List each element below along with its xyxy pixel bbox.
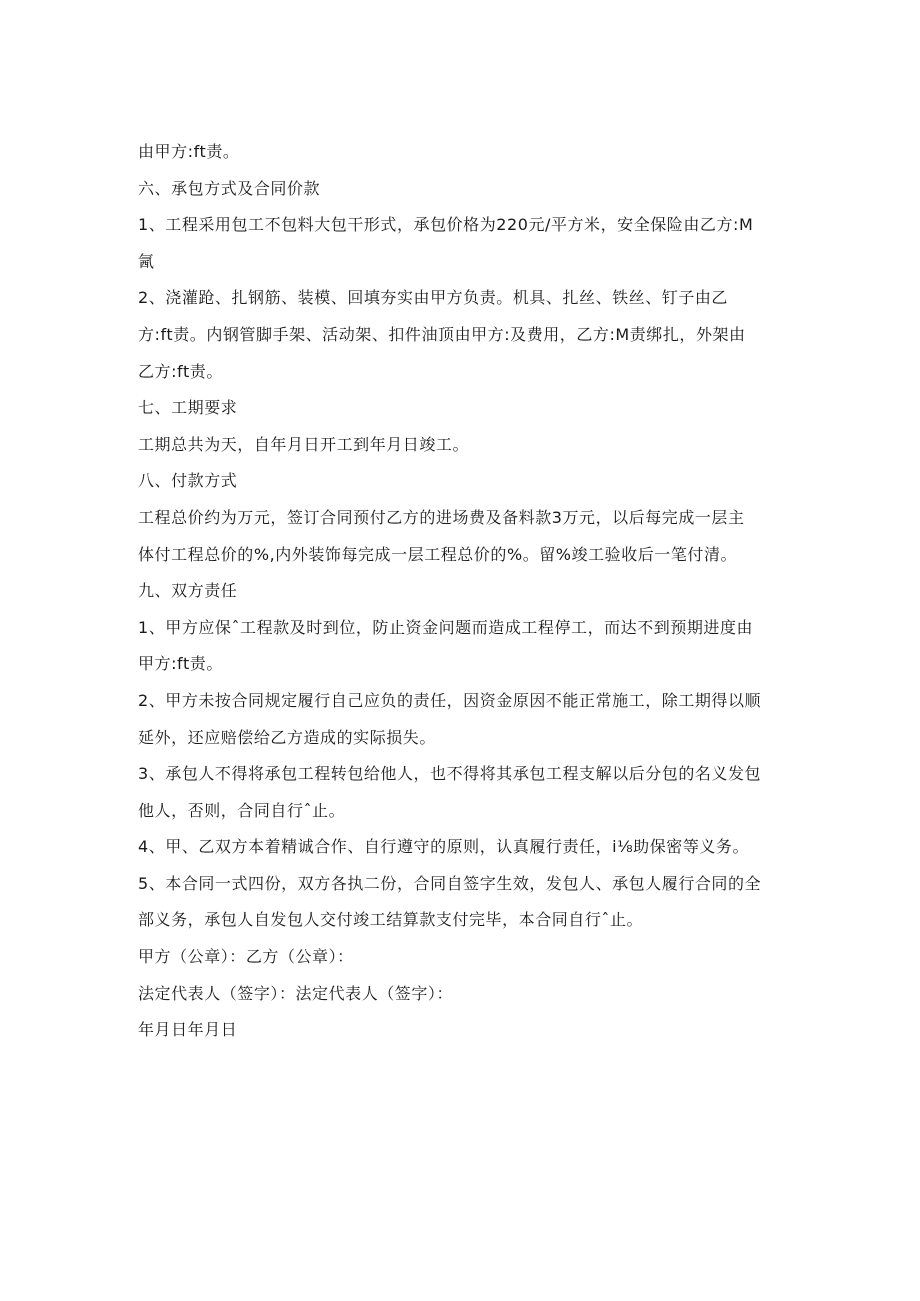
text-line: 乙方:ft责。	[138, 361, 223, 381]
text-line: 1、甲方应保ˆ工程款及时到位，防止资金问题而造成工程停工，而达不到预期进度由	[138, 617, 754, 637]
text-line: 4、甲、乙双方本着精诚合作、自行遵守的原则，认真履行责任，i⅛助保密等义务。	[138, 837, 750, 857]
text-line: 3、承包人不得将承包工程转包给他人，也不得将其承包工程支解以后分包的名义发包	[138, 764, 762, 784]
text-line: 体付工程总价的%,内外装饰每完成一层工程总价的%。留%竣工验收后一笔付清。	[138, 544, 738, 564]
text-line: 方:ft责。内钢管脚手架、活动架、扣件油顶由甲方:及费用，乙方:M责绑扎，外架由	[138, 324, 746, 344]
text-line: 氥	[138, 251, 155, 271]
text-line: 由甲方:ft责。	[138, 142, 240, 161]
text-line: 5、本合同一式四份，双方各执二份，合同自签字生效，发包人、承包人履行合同的全	[138, 873, 762, 893]
signature-seal-line: 甲方（公章）：乙方（公章）：	[138, 947, 354, 967]
text-line: 工程总价约为万元，签订合同预付乙方的进场费及备料款3万元，以后每完成一层主	[138, 507, 745, 527]
document-body	[138, 134, 788, 1049]
section-heading-contract-method: 六、承包方式及合同价款	[138, 178, 321, 198]
text-line: 2、甲方未按合同规定履行自己应负的责任，因资金原因不能正常施工，除工期得以顺	[138, 690, 762, 710]
text-line: 甲方:ft责。	[138, 654, 223, 674]
section-heading-responsibilities: 九、双方责任	[138, 581, 238, 601]
text-line: 工期总共为天，自年月日开工到年月日竣工。	[138, 434, 470, 454]
text-line: 他人，否则，合同自行ˆ止。	[138, 800, 346, 820]
text-line: 延外，还应赔偿给乙方造成的实际损失。	[138, 727, 436, 747]
signature-representative-line: 法定代表人（签字）：法定代表人（签字）：	[138, 983, 454, 1003]
text-line: 1、工程采用包工不包料大包干形式，承包价格为220元/平方米，安全保险由乙方:M	[138, 215, 754, 235]
text-line: 2、浇灌跄、扎钢筋、装模、回填夯实由甲方负责。机具、扎丝、铁丝、钉子由乙	[138, 288, 728, 308]
section-heading-schedule: 七、工期要求	[138, 398, 238, 418]
signature-date-line: 年月日年月日	[138, 1020, 238, 1040]
text-line: 部义务，承包人自发包人交付竣工结算款支付完毕，本合同自行ˆ止。	[138, 910, 644, 930]
section-heading-payment: 八、付款方式	[138, 471, 238, 491]
